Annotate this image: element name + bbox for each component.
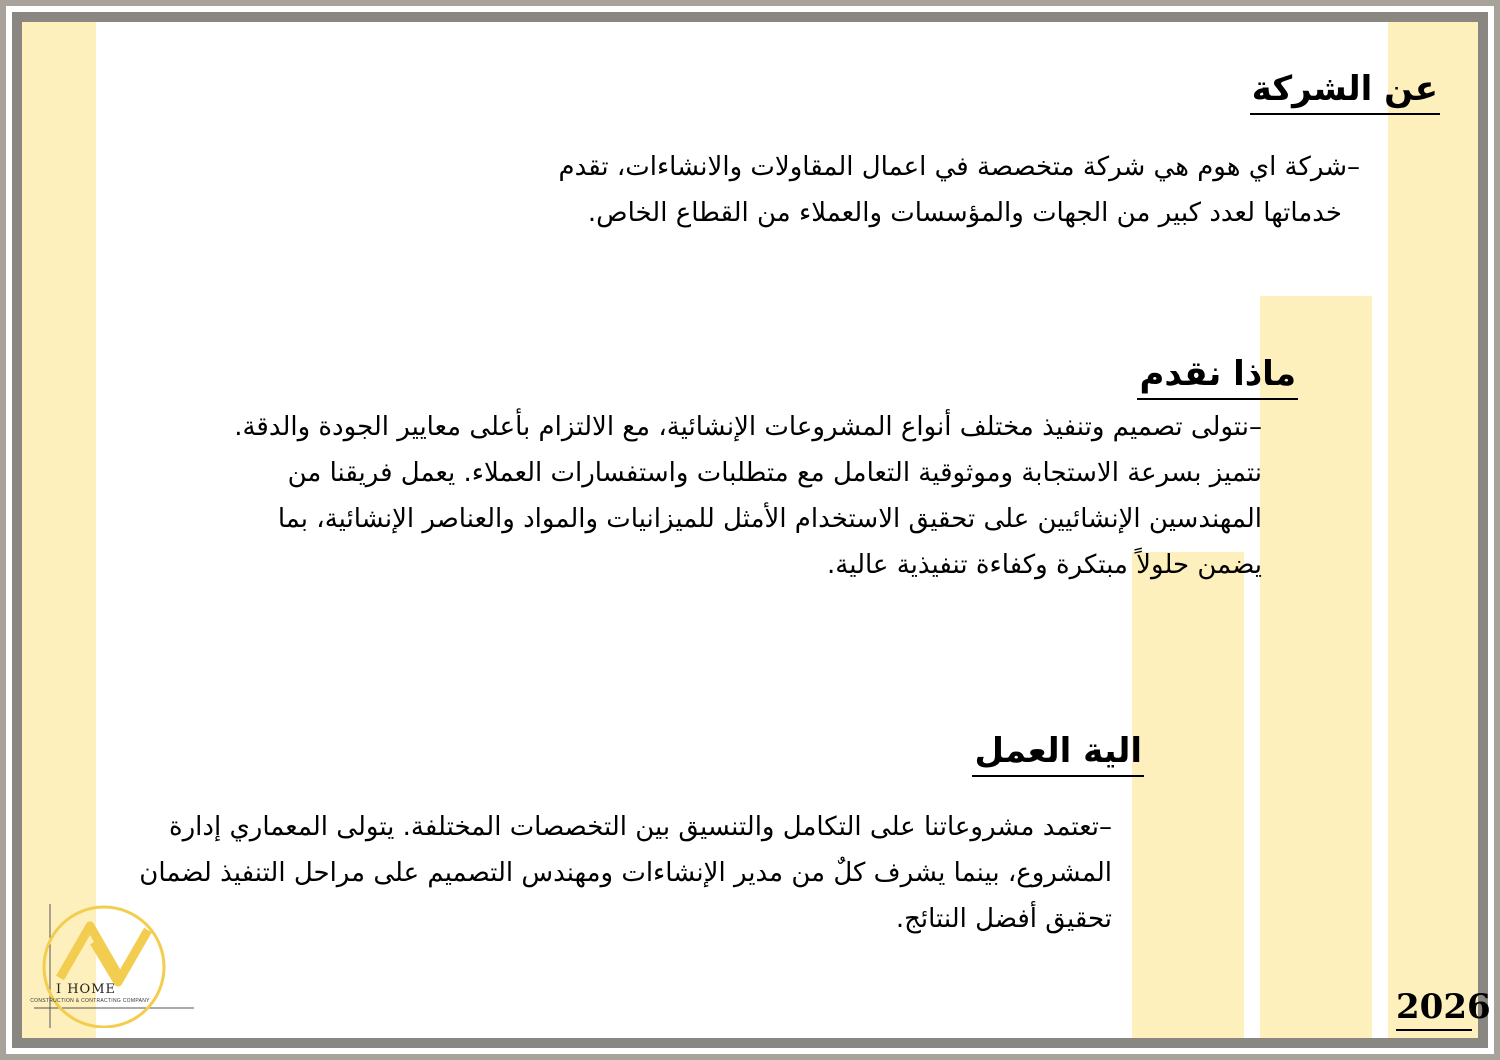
services-line: –نتولى تصميم وتنفيذ مختلف أنواع المشروعات الإنشائية، مع الالتزام بأعلى معايير الجودة والدقة. — [234, 412, 1262, 442]
services-line: المهندسين الإنشائيين على تحقيق الاستخدام الأمثل للميزانيات والمواد والعناصر الإنشائية، بما — [277, 504, 1262, 534]
year-label: 2026 — [1396, 985, 1472, 1031]
mechanism-line: تحقيق أفضل النتائج. — [895, 904, 1112, 934]
about-line: –شركة اي هوم هي شركة متخصصة في اعمال المقاولات والانشاءات، تقدم — [558, 152, 1360, 182]
mechanism-heading: الية العمل — [972, 732, 1144, 777]
company-logo — [34, 904, 194, 1028]
mechanism-line: –تعتمد مشروعاتنا على التكامل والتنسيق بين التخصصات المختلفة. يتولى المعماري إدارة — [168, 812, 1112, 842]
about-heading: عن الشركة — [1250, 70, 1440, 115]
services-line: نتميز بسرعة الاستجابة وموثوقية التعامل مع متطلبات واستفسارات العملاء. يعمل فريقنا من — [287, 458, 1262, 488]
mechanism-line: المشروع، بينما يشرف كلٌ من مدير الإنشاءات ومهندس التصميم على مراحل التنفيذ لضمان — [139, 858, 1112, 888]
logo-tagline: CONSTRUCTION & CONTRACTING COMPANY — [30, 998, 150, 1004]
lower-decor-band — [1132, 552, 1244, 1038]
services-line: يضمن حلولاً مبتكرة وكفاءة تنفيذية عالية. — [827, 550, 1262, 580]
services-paragraph — [200, 404, 1262, 588]
left-decor-band — [22, 22, 96, 1038]
about-paragraph — [530, 144, 1360, 236]
services-heading: ماذا نقدم — [1137, 355, 1298, 400]
right-decor-band — [1388, 22, 1478, 1038]
logo-name: I HOME — [55, 982, 117, 997]
about-line: خدماتها لعدد كبير من الجهات والمؤسسات والعملاء من القطاع الخاص. — [587, 198, 1342, 228]
mechanism-paragraph — [110, 804, 1112, 942]
middle-decor-band — [1260, 296, 1372, 1038]
